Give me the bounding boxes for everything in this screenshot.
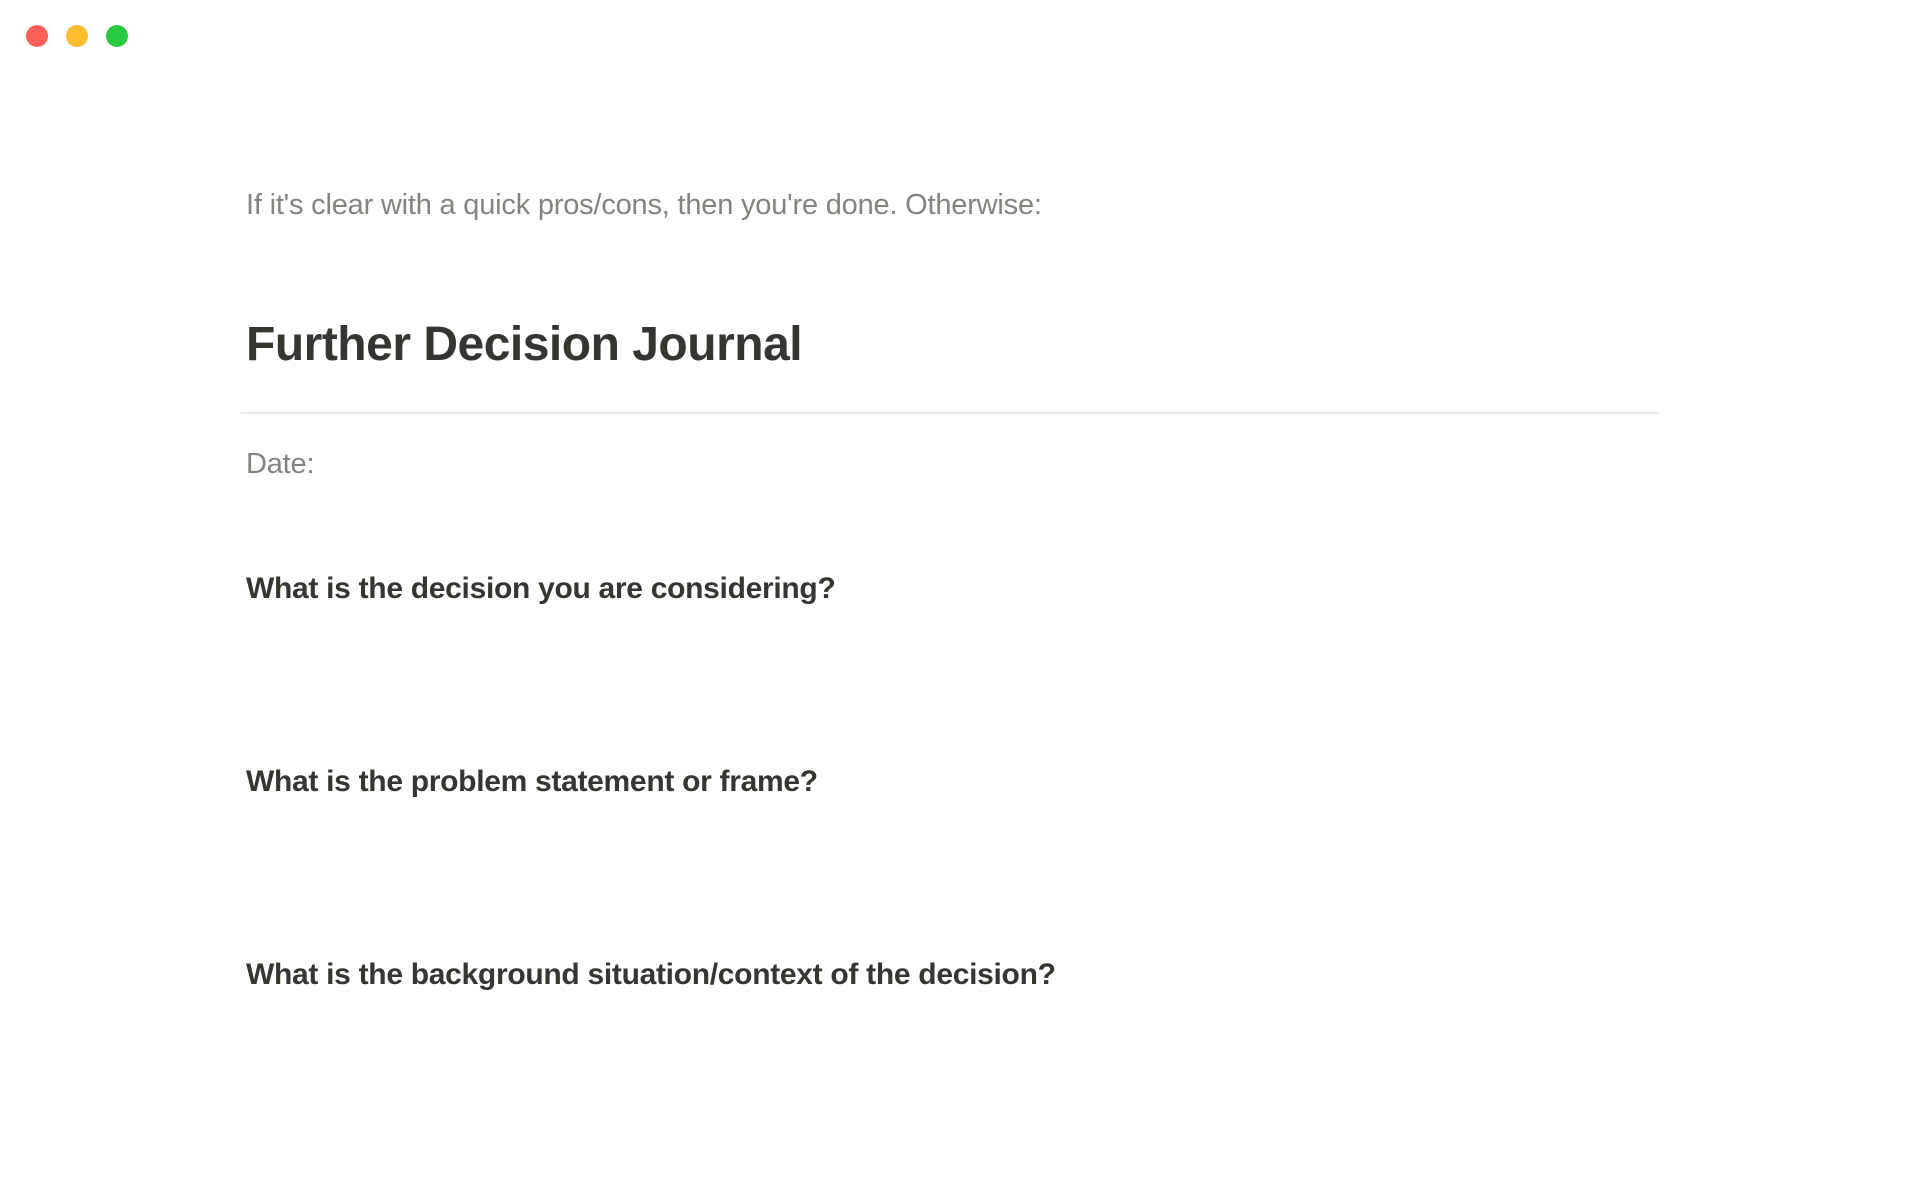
intro-paragraph[interactable]: If it's clear with a quick pros/cons, then you're done. Otherwise: <box>246 189 1042 221</box>
question-background-context[interactable]: What is the background situation/context of the decision? <box>246 958 1056 991</box>
document-page <box>246 0 1658 1200</box>
close-button[interactable] <box>26 25 48 47</box>
question-problem-statement[interactable]: What is the problem statement or frame? <box>246 765 818 798</box>
window-controls <box>26 25 128 47</box>
divider <box>241 412 1658 414</box>
question-decision-considering[interactable]: What is the decision you are considering? <box>246 572 836 605</box>
minimize-button[interactable] <box>66 25 88 47</box>
date-field-label[interactable]: Date: <box>246 448 315 480</box>
zoom-button[interactable] <box>106 25 128 47</box>
page-title[interactable]: Further Decision Journal <box>246 318 803 371</box>
